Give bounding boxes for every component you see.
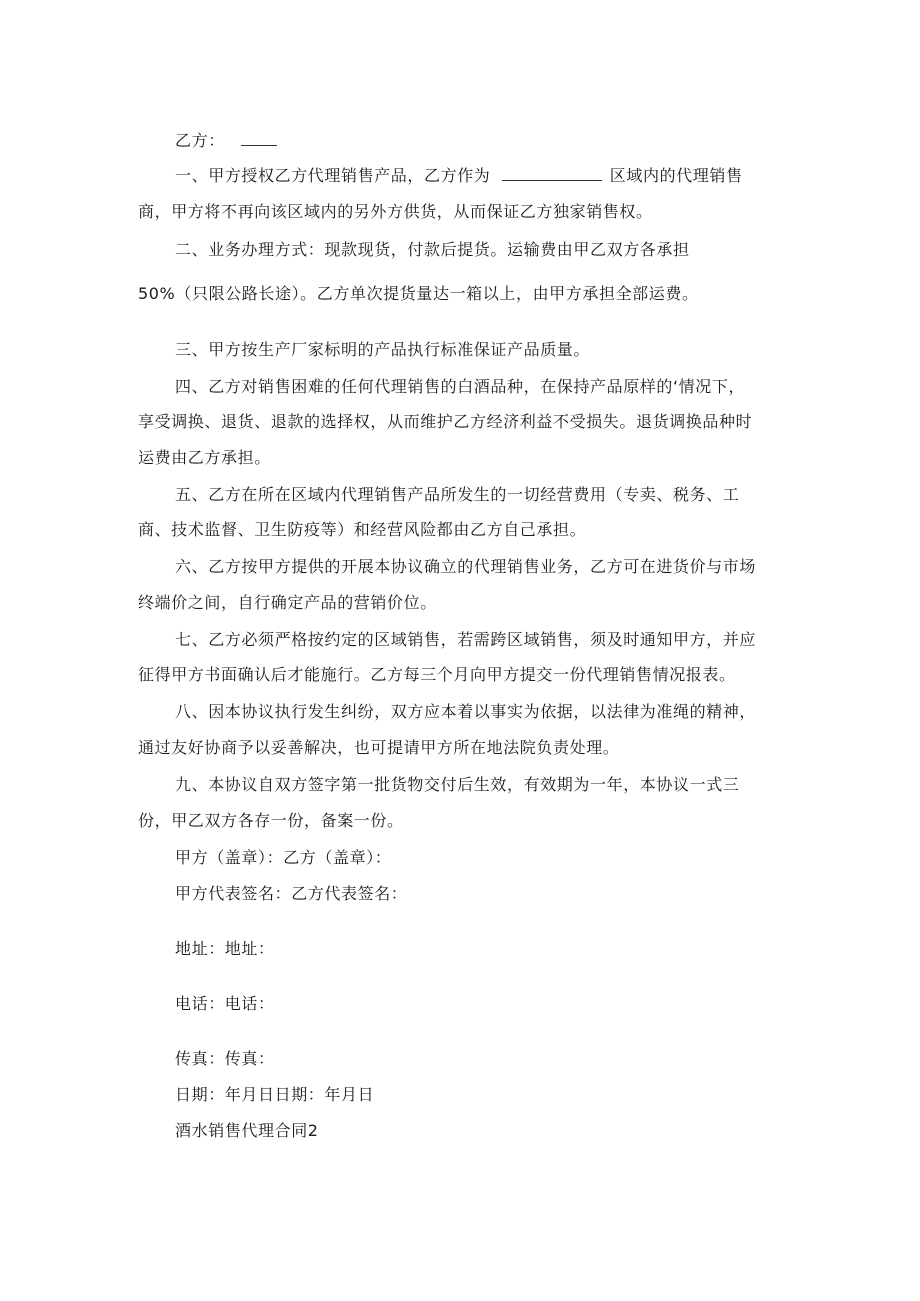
clause-1-text-a: 一、甲方授权乙方代理销售产品，乙方作为	[175, 166, 491, 185]
clause-6-line-2: 终端价之间，自行确定产品的营销价位。	[138, 593, 437, 612]
clause-8-line-1: 八、因本协议执行发生纠纷，双方应本着以事实为依据，以法律为准绳的精神，	[175, 702, 757, 721]
address-line: 地址：地址：	[175, 939, 275, 958]
phone-line: 电话：电话：	[175, 994, 275, 1013]
clause-1-text-b: 区域内的代理销售	[609, 166, 743, 185]
clause-6-line-1: 六、乙方按甲方提供的开展本协议确立的代理销售业务，乙方可在进货价与市场	[175, 557, 757, 576]
representative-signature-line: 甲方代表签名：乙方代表签名：	[175, 884, 408, 903]
clause-5-line-2: 商、技术监督、卫生防疫等）和经营风险都由乙方自己承担。	[138, 520, 587, 539]
party-b-blank	[241, 131, 277, 146]
fax-line: 传真：传真：	[175, 1049, 275, 1068]
clause-2-line-2: 50%（只限公路长途）。乙方单次提货量达一箱以上，由甲方承担全部运费。	[138, 284, 699, 303]
clause-1-line-2: 商，甲方将不再向该区域内的另外方供货，从而保证乙方独家销售权。	[138, 202, 653, 221]
party-b-line	[175, 131, 277, 151]
clause-5-line-1: 五、乙方在所在区域内代理销售产品所发生的一切经营费用（专卖、税务、工	[175, 485, 740, 504]
party-b-label: 乙方：	[175, 131, 225, 150]
clause-3: 三、甲方按生产厂家标明的产品执行标准保证产品质量。	[175, 340, 591, 359]
clause-4-line-3: 运费由乙方承担。	[138, 448, 271, 467]
region-blank	[502, 166, 602, 181]
clause-9-line-1: 九、本协议自双方签字第一批货物交付后生效，有效期为一年，本协议一式三	[175, 775, 740, 794]
clause-9-line-2: 份，甲乙双方各存一份，备案一份。	[138, 811, 404, 830]
next-contract-title: 酒水销售代理合同2	[175, 1121, 319, 1140]
seal-line: 甲方（盖章）：乙方（盖章）：	[175, 848, 392, 867]
clause-4-line-2: 享受调换、退货、退款的选择权，从而维护乙方经济利益不受损失。退货调换品种时	[138, 412, 753, 431]
clause-1-line-1	[175, 166, 743, 186]
clause-2-line-1: 二、业务办理方式：现款现货，付款后提货。运输费由甲乙双方各承担	[175, 240, 690, 259]
clause-4-line-1: 四、乙方对销售困难的任何代理销售的白酒品种，在保持产品原样的‘情况下，	[175, 377, 746, 396]
clause-8-line-2: 通过友好协商予以妥善解决，也可提请甲方所在地法院负责处理。	[138, 738, 620, 757]
date-line: 日期：年月日日期：年月日	[175, 1085, 375, 1104]
clause-7-line-1: 七、乙方必须严格按约定的区域销售，若需跨区域销售，须及时通知甲方，并应	[175, 630, 757, 649]
clause-7-line-2: 征得甲方书面确认后才能施行。乙方每三个月向甲方提交一份代理销售情况报表。	[138, 665, 736, 684]
